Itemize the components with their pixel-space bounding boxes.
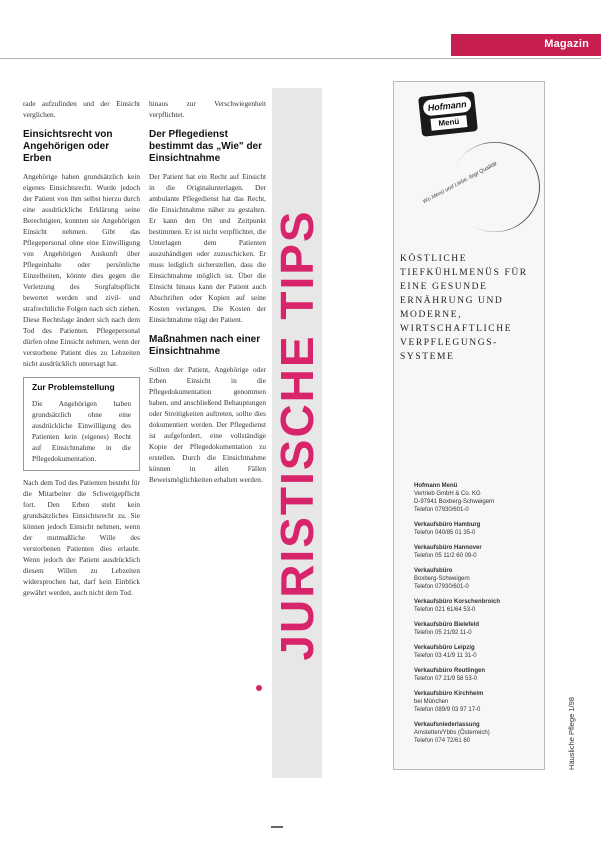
col2-paragraph-1: Der Patient hat ein Recht auf Einsicht in die Originalunterlagen. Der ambulante Pflegedienst hat das Recht, die Einsichtnahme näher zu gestalten. Er kann den Ort und Zeitpunkt bestimmen. Er ist nicht verpflichtet, die Unterlagen dem Patienten auszuhändigen oder zuzuschicken. Er muss lediglich sicherstellen, dass die Einsichtnahme möglich ist. Über die Einsicht hinaus kann der Patient auch Abschriften oder Kopien auf seine Kosten verlangen. Die Kosten der Einsichtnahme trägt der Patient. (149, 172, 266, 324)
contact-name: Verkaufsbüro Korschenbroich (414, 599, 501, 605)
section-tab (451, 34, 601, 56)
contact-name: Verkaufsbüro (414, 568, 453, 574)
problem-box-title: Zur Problemstellung (32, 382, 115, 392)
contact-name: Verkaufsbüro Hamburg (414, 522, 481, 528)
problem-box (23, 377, 140, 471)
contact-entry (414, 644, 542, 660)
col2-intro: hinaus zur Verschwiegenheit verpflichtet. (149, 99, 266, 119)
contact-name: Hofmann Menü (414, 483, 458, 489)
page-mark (271, 826, 283, 828)
contact-entry (414, 690, 542, 714)
contact-line: Telefon 05 21/92 11-0 (414, 630, 472, 636)
text-column-2 (149, 98, 266, 485)
contact-entry (414, 482, 542, 514)
brand-logo (418, 91, 478, 137)
contact-name: Verkaufsbüro Kirchheim (414, 691, 484, 697)
contact-name: Verkaufsbüro Leipzig (414, 645, 475, 651)
ad-slogan: Wo Menü und Liebe, liegt Qualität (422, 161, 498, 206)
contact-line: Telefon 07930/601-0 (414, 584, 469, 590)
contact-entry (414, 667, 542, 683)
contact-name: Verkaufsbüro Hannover (414, 545, 482, 551)
advertisement (393, 81, 545, 770)
contact-line: Telefon 021 61/64 53-0 (414, 607, 476, 613)
text-column-1 (23, 98, 140, 598)
page-credit: Häusliche Pflege 1/98 (567, 697, 576, 770)
contact-entry (414, 544, 542, 560)
contact-name: Verkaufsbüro Bielefeld (414, 622, 480, 628)
logo-line-1: Hofmann (422, 96, 471, 117)
contact-name: Verkaufsbüro Reutlingen (414, 668, 486, 674)
col1-intro: rade aufzufinden und der Einsicht verglichen. (23, 99, 140, 119)
col1-paragraph-1: Angehörige haben grundsätzlich kein eigenes Einsichtsrecht. Wurde jedoch der Patient von ihm selbst hierzu durch eine ausdrückliche Erklärung seine Berechtigten, konnten sie Angehörigen Einsicht nehmen. Gibt das Pflegepersonal ohne eine Einwilligung von Angehörigen Auskunft über Pflegeinhalte oder persönliche Einzelheiten, könnte dies gegen die Verletzung des Sorgfaltspflicht bewertet werden und zivil- und strafrechtliche Folgen nach sich ziehen. Diese Rechtslage ändert sich nach dem Tod des Patienten. Pflegepersonal dürfen ohne Einsicht nehmen, wenn der verstorbene Patient dies zu Lebzeiten nicht ausdrücklich untersagt hat. (23, 172, 140, 368)
problem-box-text: Die Angehörigen haben grundsätzlich ohne eine ausdrückliche Einwilligung des Patienten kein (eigenes) Recht auf Einsichtnahme in die Pflegedokumentation. (32, 399, 131, 463)
contact-entry (414, 721, 542, 745)
contact-line: Telefon 074 72/61 60 (414, 738, 471, 744)
contact-list (414, 482, 542, 752)
section-label: Magazin (544, 38, 589, 50)
col2-heading-2: Maßnahmen nach einer Einsichtnahme (149, 334, 261, 357)
contact-line: Boxberg-Schweigern (414, 576, 470, 582)
contact-line: D-97941 Boxberg-Schweigern (414, 499, 495, 505)
vertical-title: JURISTISCHE TIPS (271, 209, 323, 661)
contact-entry (414, 598, 542, 614)
contact-entry (414, 521, 542, 537)
header-rule (0, 58, 601, 59)
contact-line: Telefon 07930/601-0 (414, 507, 469, 513)
contact-line: Vertrieb GmbH & Co. KG (414, 491, 481, 497)
contact-name: Verkaufsniederlassung (414, 722, 480, 728)
contact-line: Amstetten/Ybbs (Österreich) (414, 730, 490, 736)
logo-line-2: Menü (430, 115, 467, 131)
contact-line: Telefon 040/85 01 35-0 (414, 530, 476, 536)
col1-heading-1: Einsichtsrecht von Angehörigen oder Erben (23, 129, 113, 164)
contact-entry (414, 621, 542, 637)
col1-paragraph-2: Nach dem Tod des Patienten besteht für die Mitarbeiter die Schweigepflicht fort. Den Erben steht kein grundsätzliches Einsichtsrecht zu. Sie können jedoch Einsicht nehmen, wenn der mutmaßliche Wille des verstorbenen Patienten dies erlaubt. Wenn jedoch der Patient ausdrücklich diesem Willen zu Lebzeiten widersprochen hat, darf kein Einblick gewährt werden, auch nicht dem Tod. (23, 478, 140, 597)
contact-entry (414, 567, 542, 591)
col2-heading-1: Der Pflegedienst bestimmt das „Wie" der Einsichtnahme (149, 129, 263, 164)
contact-line: Telefon 05 11/2 60 09-0 (414, 553, 477, 559)
contact-line: Telefon 089/9 03 97 17-0 (414, 707, 481, 713)
contact-line: Telefon 03 41/9 11 31-0 (414, 653, 477, 659)
col2-paragraph-2: Sollten der Patient, Angehörige oder Erben Einsicht in die Pflegedokumentation genommen haben, und anschließend Behauptungen oder Streitigkeiten auftreten, sollte dies dokumentiert werden. Der Pflegedienst ist aufgefordert, eine vollständige Kopie der Pflegedokumentation zu erstellen. Durch die Einsichtnahme können in allen Fällen Beweismöglichkeiten erhalten werden. (149, 365, 266, 484)
contact-line: bei München (414, 699, 449, 705)
bullet-dot (256, 685, 262, 691)
ad-headline: KÖSTLICHE TIEFKÜHLMENÜS FÜR EINE GESUNDE ERNÄHRUNG UND MODERNE, WIRTSCHAFTLICHE VERPFLEGUNGS-SYSTEME (400, 254, 528, 362)
contact-line: Telefon 07 21/9 58 53-0 (414, 676, 478, 682)
